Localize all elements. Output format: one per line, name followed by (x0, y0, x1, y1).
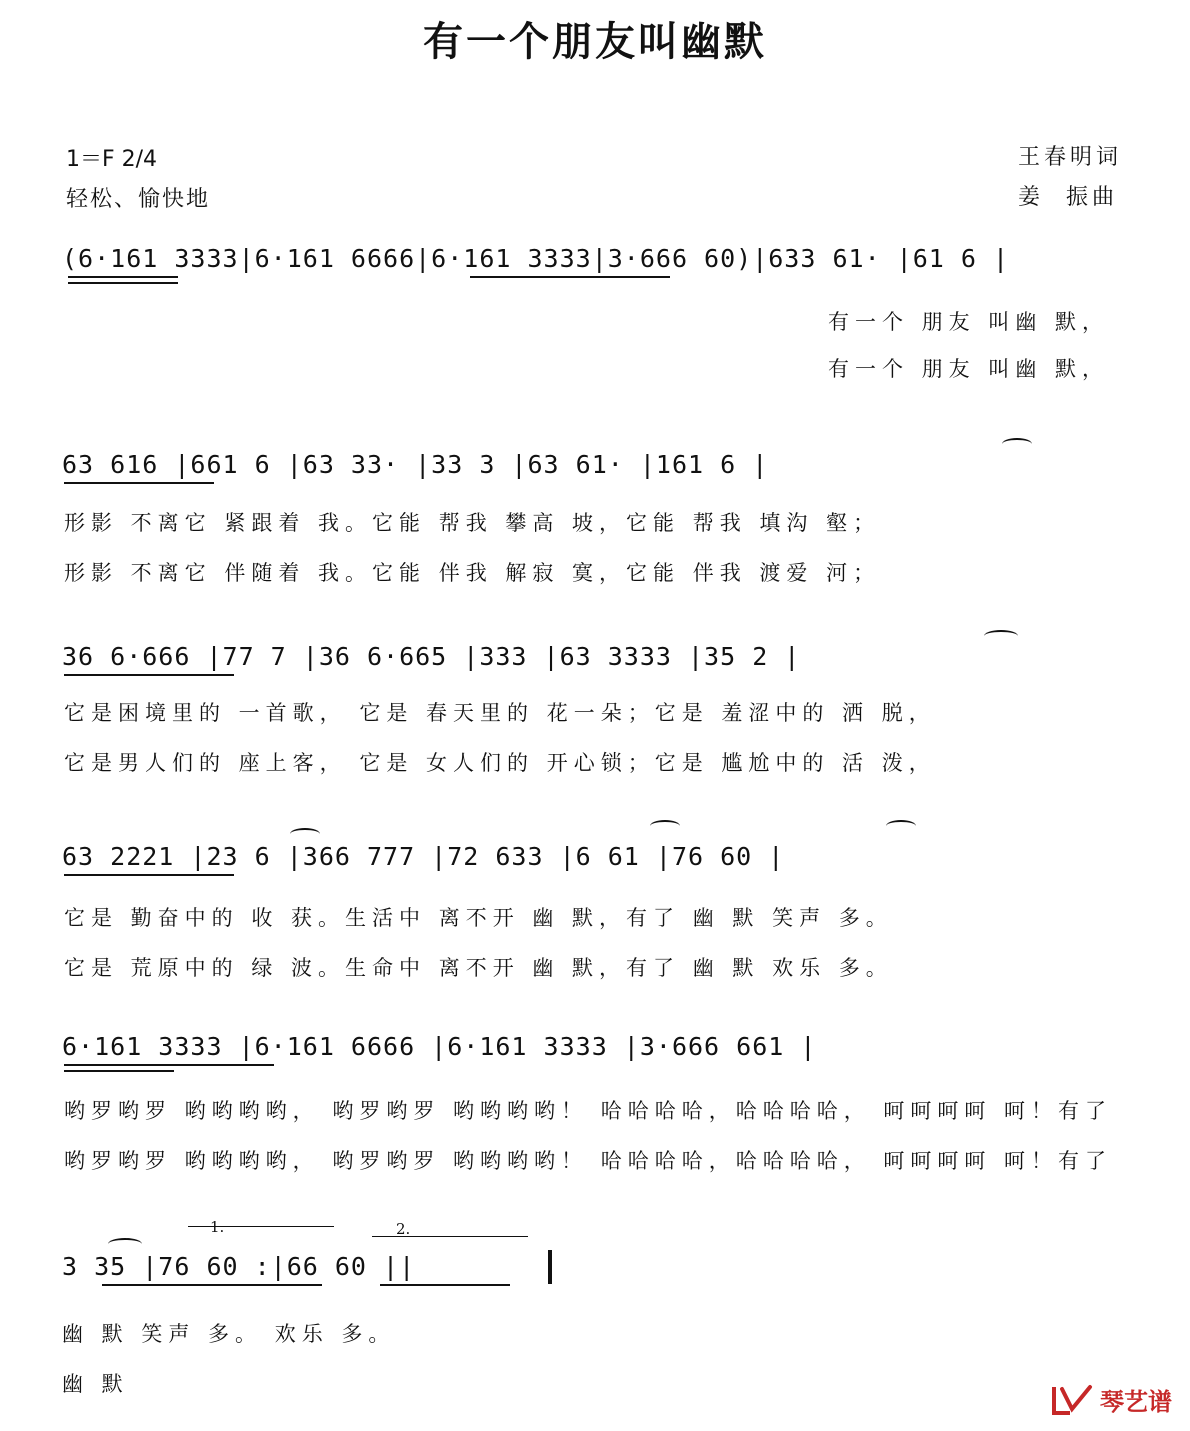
lyric-line-5-verse-2: 哟罗哟罗 哟哟哟哟， 哟罗哟罗 哟哟哟哟！ 哈哈哈哈，哈哈哈哈， 呵呵呵呵 呵！有了 (64, 1149, 1113, 1173)
notation-line-2: 63 616 |661 6 |63 33· |33 3 |63 61· |161 6 | (62, 450, 769, 479)
slur-mark (650, 820, 680, 832)
slur-mark (290, 828, 320, 840)
beam-line (64, 674, 234, 676)
slur-mark (984, 630, 1018, 642)
lyric-line-6-verse-2: 幽 默 (62, 1372, 129, 1396)
lyric-line-1-verse-2: 有一个 朋友 叫幽 默， (828, 357, 1110, 381)
volta-label-1: 1. (210, 1218, 225, 1236)
beam-line (68, 276, 178, 278)
watermark-text: 琴艺谱 (1100, 1388, 1172, 1416)
lyric-line-4-verse-2: 它是 荒原中的 绿 波。生命中 离不开 幽 默，有了 幽 默 欢乐 多。 (64, 956, 893, 980)
lyric-line-4-verse-1: 它是 勤奋中的 收 获。生活中 离不开 幽 默，有了 幽 默 笑声 多。 (64, 906, 893, 930)
tempo-marking: 轻松、愉快地 (66, 187, 211, 212)
beam-line (64, 874, 234, 876)
composer-credit: 姜 振曲 (1018, 185, 1118, 210)
notation-line-3: 36 6·666 |77 7 |36 6·665 |333 |63 3333 |35 2 | (62, 642, 801, 671)
beam-line (102, 1284, 322, 1286)
beam-line (68, 282, 178, 284)
beam-line (380, 1284, 510, 1286)
slur-mark (1002, 438, 1032, 450)
lyric-line-3-verse-2: 它是男人们的 座上客， 它是 女人们的 开心锁；它是 尴尬中的 活 泼， (64, 751, 936, 775)
logo-mark-icon (1050, 1383, 1096, 1417)
lyric-line-3-verse-1: 它是困境里的 一首歌， 它是 春天里的 花一朵；它是 羞涩中的 洒 脱， (64, 701, 936, 725)
final-barline (548, 1250, 552, 1284)
notation-line-1: (6·161 3333|6·161 6666|6·161 3333|3·666 60)|633 61· |61 6 | (62, 244, 1010, 273)
volta-label-2: 2. (396, 1220, 411, 1238)
song-title: 有一个朋友叫幽默 (423, 19, 767, 65)
watermark-logo (1050, 1382, 1172, 1417)
lyric-line-6-verse-1: 幽 默 笑声 多。 欢乐 多。 (62, 1322, 396, 1346)
notation-line-4: 63 2221 |23 6 |366 777 |72 633 |6 61 |76 60 | (62, 842, 785, 871)
beam-line (64, 1064, 274, 1066)
lyric-line-5-verse-1: 哟罗哟罗 哟哟哟哟， 哟罗哟罗 哟哟哟哟！ 哈哈哈哈，哈哈哈哈， 呵呵呵呵 呵！有了 (64, 1099, 1113, 1123)
lyric-line-2-verse-2: 形影 不离它 伴随着 我。它能 伴我 解寂 寞，它能 伴我 渡爱 河； (64, 561, 881, 585)
beam-line (470, 276, 670, 278)
lyric-line-2-verse-1: 形影 不离它 紧跟着 我。它能 帮我 攀高 坡，它能 帮我 填沟 壑； (64, 511, 881, 535)
key-signature: 1＝F 2/4 (66, 147, 158, 172)
beam-line (64, 1070, 174, 1072)
slur-mark (886, 820, 916, 832)
lyricist-credit: 王春明词 (1018, 145, 1123, 170)
notation-line-6: 3 35 |76 60 :|66 60 || (62, 1252, 416, 1281)
slur-mark (108, 1238, 142, 1250)
notation-line-5: 6·161 3333 |6·161 6666 |6·161 3333 |3·666 661 | (62, 1032, 817, 1061)
beam-line (64, 482, 214, 484)
lyric-line-1-verse-1: 有一个 朋友 叫幽 默， (828, 310, 1110, 334)
